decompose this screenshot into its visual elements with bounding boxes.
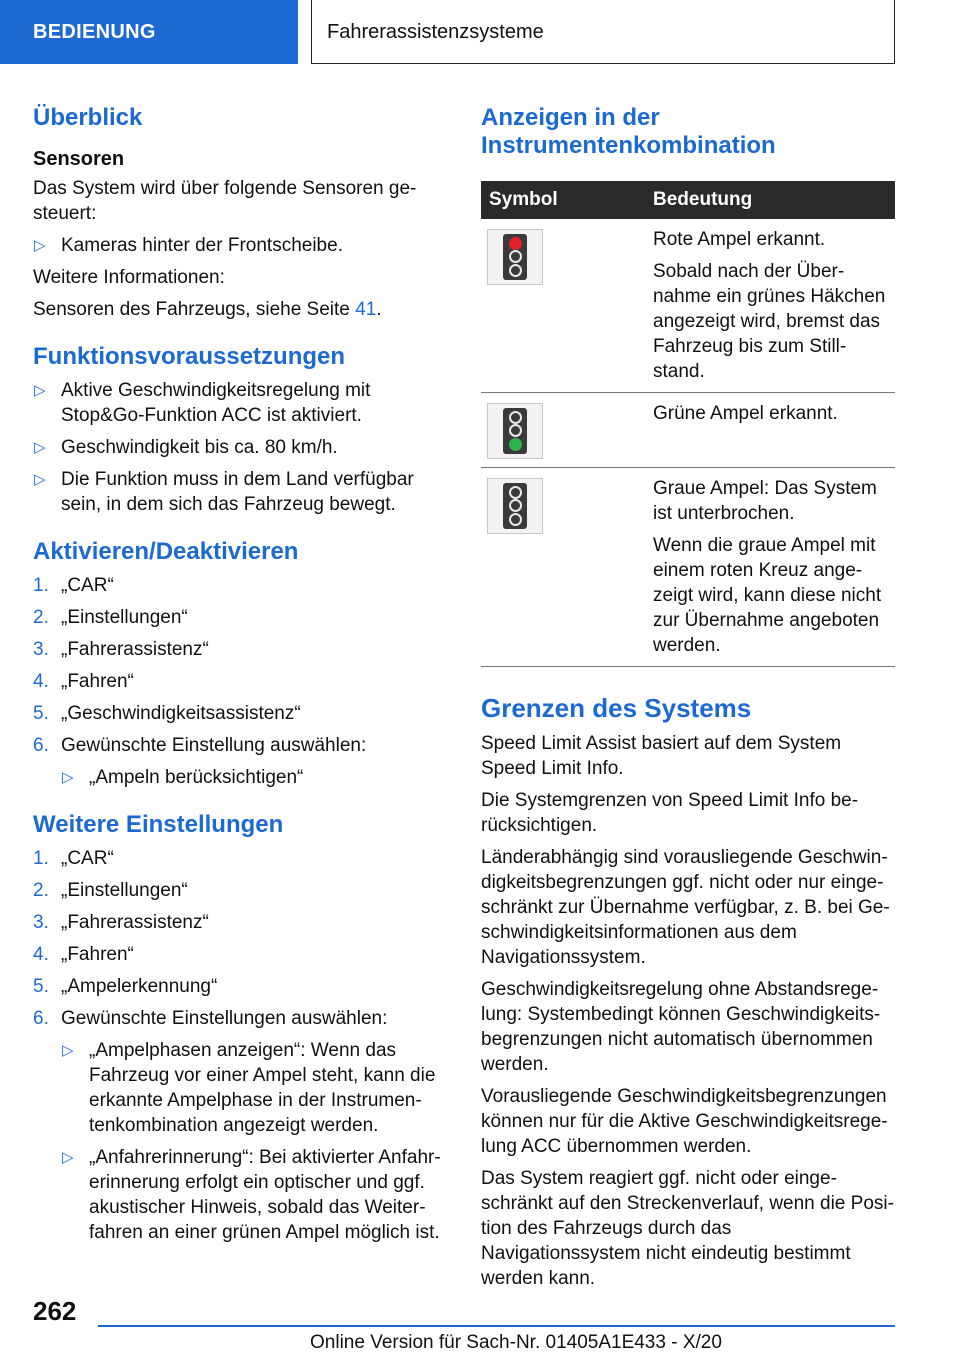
more-info-label: Weitere Informationen: xyxy=(33,267,225,288)
table-row: Rote Ampel erkannt. Sobald nach der Übernahme ein grünes Häkchen angezeigt wird, bremst das Fahrzeug bis zum Stillstand. xyxy=(481,219,895,393)
list-item: 3. „Fahrerassistenz“ xyxy=(33,912,209,933)
traffic-light-gray-icon xyxy=(487,478,543,534)
limits-paragraph: Vorausliegende Geschwindigkeitsbegrenzungen können nur für die Aktive Geschwindigkeitsregelung ACC übernommen werden. xyxy=(481,1086,888,1157)
list-item: ▷ Geschwindigkeit bis ca. 80 km/h. xyxy=(34,437,338,458)
page-link[interactable]: 41 xyxy=(355,299,377,320)
traffic-light-red-icon xyxy=(487,229,543,285)
list-item: ▷ „Ampeln berücksichtigen“ xyxy=(62,767,304,788)
sensors-reference: Sensoren des Fahrzeugs, siehe Seite 41. xyxy=(33,299,382,320)
limits-paragraph: Die Systemgrenzen von Speed Limit Info berücksichtigen. xyxy=(481,790,859,836)
list-item: 2. „Einstellungen“ xyxy=(33,880,188,901)
table-row: Grüne Ampel erkannt. xyxy=(481,393,895,468)
activate-heading: Aktivieren/Deaktivieren xyxy=(33,538,299,565)
column-header-symbol: Symbol xyxy=(481,181,645,219)
sensors-list xyxy=(33,233,449,258)
triangle-bullet-icon: ▷ xyxy=(34,382,46,399)
symbol-table xyxy=(481,181,895,667)
triangle-bullet-icon: ▷ xyxy=(62,1149,74,1166)
limits-paragraph: Geschwindigkeitsregelung ohne Abstandsregelung: Systembedingt können Geschwindigkeitsbegrenzungen nicht automatisch übernommen werden. xyxy=(481,979,881,1075)
list-item: 5. „Geschwindigkeitsassistenz“ xyxy=(33,703,301,724)
list-item: 5. „Ampelerkennung“ xyxy=(33,976,218,997)
triangle-bullet-icon: ▷ xyxy=(34,237,46,254)
activate-steps xyxy=(33,573,449,790)
more-settings-steps xyxy=(33,846,449,1245)
triangle-bullet-icon: ▷ xyxy=(34,439,46,456)
overview-heading: Überblick xyxy=(33,104,143,131)
table-header-row xyxy=(481,181,895,219)
right-column xyxy=(481,100,895,1291)
prerequisites-list xyxy=(33,378,449,517)
list-item: 1. „CAR“ xyxy=(33,575,114,596)
display-heading: Anzeigen in der Instrumentenkombination xyxy=(481,104,776,159)
triangle-bullet-icon: ▷ xyxy=(34,471,46,488)
traffic-light-green-icon xyxy=(487,403,543,459)
footer-divider xyxy=(98,1325,895,1327)
page-number: 262 xyxy=(33,1296,77,1326)
prerequisites-heading: Funktionsvoraussetzungen xyxy=(33,343,346,370)
sensors-text: Das System wird über folgende Sensoren gesteuert: xyxy=(33,178,417,224)
more-settings-heading: Weitere Einstellungen xyxy=(33,811,284,838)
list-item: 6. Gewünschte Einstellungen auswählen: ▷ „Ampelphasen anzeigen“: Wenn das Fahrzeug vor einer Ampel steht, kann die erkannte Ampelphase in der Instrumentenkombination angezeigt werden. ▷ „Anfahrerinnerung“: Bei aktivierter Anfahrerinnerung erfolgt ein optischer und ggf. akustischer Hinweis, sobald das Weiterfahren an einer grünen Ampel möglich ist. xyxy=(33,1006,449,1245)
chapter-title: Fahrerassistenzsysteme xyxy=(311,0,895,64)
footer-online-version: Online Version für Sach-Nr. 01405A1E433 - X/20 xyxy=(310,1332,722,1353)
limits-heading: Grenzen des Systems xyxy=(481,693,752,723)
list-item: ▷ Kameras hinter der Frontscheibe. xyxy=(34,235,343,256)
limits-paragraph: Länderabhängig sind vorausliegende Geschwindigkeitsbegrenzungen ggf. nicht oder nur eingeschränkt zur Übernahme verfügbar, z. B. bei Geschwindigkeitsinformationen aus dem Navigationssystem. xyxy=(481,847,890,968)
list-item: 4. „Fahren“ xyxy=(33,944,134,965)
list-item: 2. „Einstellungen“ xyxy=(33,607,188,628)
list-item: ▷ „Anfahrerinnerung“: Bei aktivierter Anfahrerinnerung erfolgt ein optischer und ggf. akustischer Hinweis, sobald das Weiterfahren an einer grünen Ampel möglich ist. xyxy=(62,1147,441,1243)
more-settings-sub-list xyxy=(61,1038,449,1245)
triangle-bullet-icon: ▷ xyxy=(62,1042,74,1059)
left-column xyxy=(33,100,449,1245)
activate-sub-list xyxy=(61,765,449,790)
list-item: 1. „CAR“ xyxy=(33,848,114,869)
list-item: ▷ „Ampelphasen anzeigen“: Wenn das Fahrzeug vor einer Ampel steht, kann die erkannte Ampelphase in der Instrumentenkombination angezeigt werden. xyxy=(62,1040,436,1136)
section-tab: BEDIENUNG xyxy=(0,0,298,64)
list-item: 4. „Fahren“ xyxy=(33,671,134,692)
limits-paragraph: Speed Limit Assist basiert auf dem System Speed Limit Info. xyxy=(481,733,842,779)
limits-paragraph: Das System reagiert ggf. nicht oder eingeschränkt auf den Streckenverlauf, wenn die Position des Fahrzeugs durch das Navigationssystem nicht eindeutig bestimmt werden kann. xyxy=(481,1168,894,1289)
table-row: Graue Ampel: Das System ist unterbrochen. Wenn die graue Ampel mit einem roten Kreuz angezeigt wird, kann diese nicht zur Übernahme angeboten werden. xyxy=(481,468,895,667)
list-item: 6. Gewünschte Einstellung auswählen: ▷ „Ampeln berücksichtigen“ xyxy=(33,733,449,790)
column-header-meaning: Bedeutung xyxy=(645,181,895,219)
sensors-heading: Sensoren xyxy=(33,148,125,170)
list-item: ▷ Die Funktion muss in dem Land verfügbar sein, in dem sich das Fahrzeug bewegt. xyxy=(34,469,414,515)
list-item: 3. „Fahrerassistenz“ xyxy=(33,639,209,660)
list-item: ▷ Aktive Geschwindigkeitsregelung mit Stop&Go-Funktion ACC ist aktiviert. xyxy=(34,380,371,426)
triangle-bullet-icon: ▷ xyxy=(62,769,74,786)
